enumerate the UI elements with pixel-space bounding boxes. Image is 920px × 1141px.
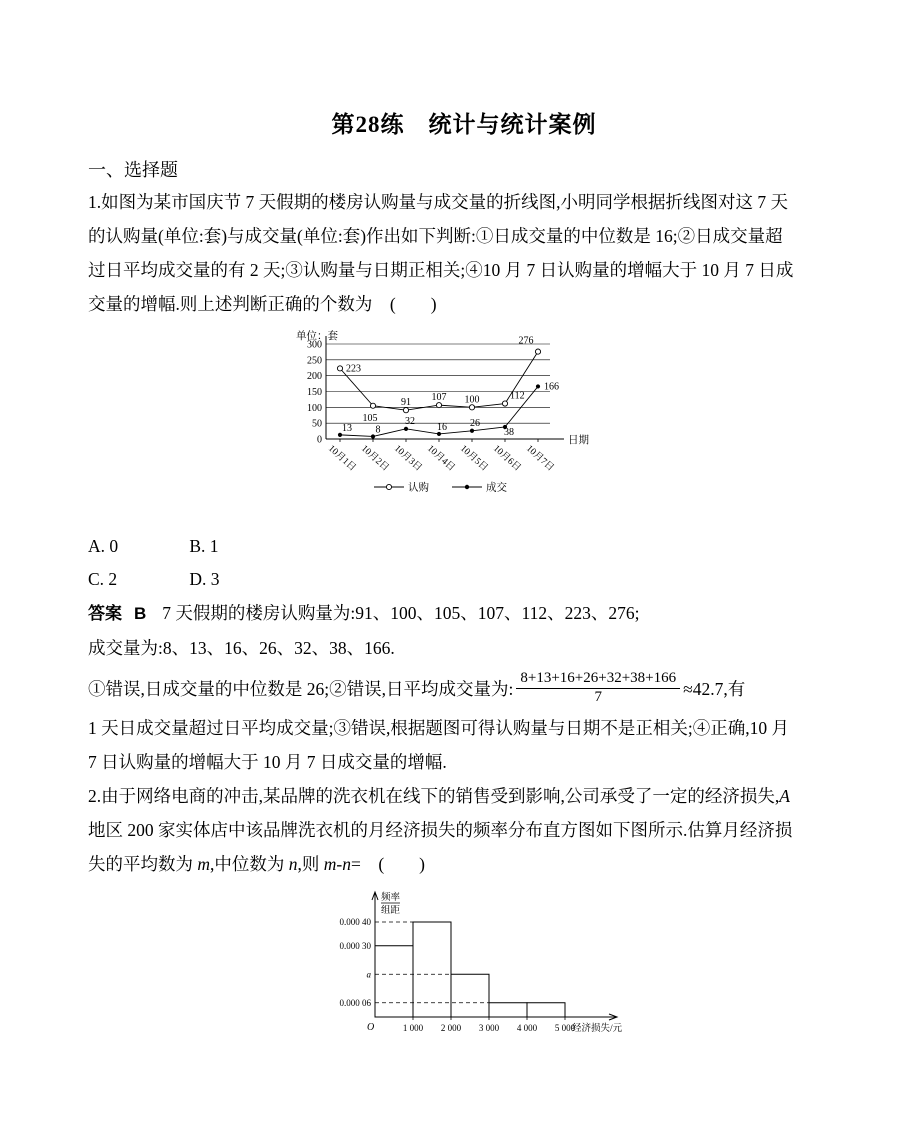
question-1-text <box>88 185 840 321</box>
svg-text:10月7日: 10月7日 <box>523 443 556 474</box>
svg-text:a: a <box>366 969 371 980</box>
svg-text:10月4日: 10月4日 <box>424 443 457 474</box>
svg-text:10月6日: 10月6日 <box>490 443 523 474</box>
svg-text:26: 26 <box>470 417 480 429</box>
section-heading: 一、选择题 <box>88 160 178 180</box>
fraction-denominator: 7 <box>594 689 602 705</box>
svg-text:3 000: 3 000 <box>478 1023 500 1033</box>
question-1-line: 过日平均成交量的有 2 天;③认购量与日期正相关;④10 月 7 日认购量的增幅大于 10 月 7 日成 <box>88 260 794 280</box>
svg-text:276: 276 <box>518 335 534 347</box>
svg-text:10月5日: 10月5日 <box>457 443 490 474</box>
svg-text:10月3日: 10月3日 <box>391 443 424 474</box>
svg-text:32: 32 <box>405 415 415 427</box>
svg-text:O: O <box>367 1022 375 1033</box>
svg-text:107: 107 <box>431 392 447 404</box>
option-c: C. 2 <box>88 569 118 589</box>
svg-text:认购: 认购 <box>408 482 429 494</box>
svg-text:频率: 频率 <box>381 893 401 903</box>
svg-text:300: 300 <box>307 339 322 351</box>
page-title: 第28练 统计与统计案例 <box>331 112 597 137</box>
svg-text:组距: 组距 <box>381 906 401 916</box>
option-b: B. 1 <box>189 536 219 556</box>
svg-text:10月1日: 10月1日 <box>325 443 358 474</box>
svg-text:250: 250 <box>307 355 322 367</box>
question-1-line: 交量的增幅.则上述判断正确的个数为 ( ) <box>88 294 437 314</box>
question-2-text <box>88 779 840 881</box>
svg-text:2 000: 2 000 <box>440 1023 462 1033</box>
answer-text: ≈42.7,有 <box>683 678 746 699</box>
answer-line-with-fraction <box>88 665 840 711</box>
svg-text:0.000 30: 0.000 30 <box>339 940 371 951</box>
line-chart <box>278 327 608 501</box>
answer-line: 7 日认购量的增幅大于 10 月 7 日成交量的增幅. <box>88 752 447 772</box>
svg-text:0: 0 <box>317 434 322 446</box>
question-2-line: 2.由于网络电商的冲击,某品牌的洗衣机在线下的销售受到影响,公司承受了一定的经济损失,A <box>88 786 790 806</box>
answer-line: 1 天日成交量超过日平均成交量;③错误,根据题图可得认购量与日期不是正相关;④正确,10 月 <box>88 718 789 738</box>
line-chart-figure <box>278 327 840 506</box>
q1-options-row <box>88 563 840 596</box>
svg-text:38: 38 <box>504 426 514 438</box>
q1-answer-block <box>88 596 840 779</box>
svg-text:16: 16 <box>437 421 447 433</box>
question-2-line: 地区 200 家实体店中该品牌洗衣机的月经济损失的频率分布直方图如下图所示.估算月经济损 <box>88 820 793 840</box>
svg-text:50: 50 <box>312 418 322 430</box>
q1-options-row <box>88 530 840 563</box>
svg-text:13: 13 <box>342 422 352 434</box>
option-a: A. 0 <box>88 536 119 556</box>
svg-text:成交: 成交 <box>486 482 507 494</box>
answer-choice: B <box>134 604 147 623</box>
svg-text:100: 100 <box>464 394 480 406</box>
svg-text:4 000: 4 000 <box>516 1023 538 1033</box>
option-d: D. 3 <box>189 569 220 589</box>
svg-text:105: 105 <box>362 412 378 424</box>
answer-line <box>88 596 840 631</box>
question-1-line: 的认购量(单位:套)与成交量(单位:套)作出如下判断:①日成交量的中位数是 16;②日成交量超 <box>88 226 783 246</box>
svg-text:200: 200 <box>307 371 322 383</box>
answer-label: 答案 <box>88 604 122 623</box>
question-1-line: 1.如图为某市国庆节 7 天假期的楼房认购量与成交量的折线图,小明同学根据折线图对这 7 天 <box>88 192 788 212</box>
svg-text:0.000 40: 0.000 40 <box>339 917 371 927</box>
frequency-histogram <box>333 885 633 1037</box>
svg-text:1 000: 1 000 <box>402 1023 424 1033</box>
svg-text:223: 223 <box>346 363 361 375</box>
answer-text: ①错误,日成交量的中位数是 26;②错误,日平均成交量为: <box>88 678 514 699</box>
answer-text: 7 天假期的楼房认购量为:91、100、105、107、112、223、276; <box>162 603 640 623</box>
svg-text:经济损失/元: 经济损失/元 <box>572 1024 623 1034</box>
svg-text:日期: 日期 <box>568 435 589 446</box>
svg-text:100: 100 <box>307 402 322 414</box>
svg-text:166: 166 <box>544 381 559 393</box>
answer-line: 成交量为:8、13、16、26、32、38、166. <box>88 638 395 658</box>
svg-text:单位：套: 单位：套 <box>296 331 338 342</box>
svg-text:150: 150 <box>307 387 322 398</box>
histogram-figure <box>333 885 840 1042</box>
svg-text:0.000 06: 0.000 06 <box>339 997 371 1008</box>
q1-options <box>88 530 840 596</box>
svg-text:8: 8 <box>375 424 381 436</box>
fraction-numerator: 8+13+16+26+32+38+166 <box>516 670 680 689</box>
question-2-line: 失的平均数为 m,中位数为 n,则 m-n= ( ) <box>88 854 426 874</box>
svg-text:112: 112 <box>510 390 525 402</box>
svg-text:10月2日: 10月2日 <box>358 443 391 474</box>
svg-text:5 000: 5 000 <box>554 1023 576 1033</box>
average-fraction <box>516 670 680 707</box>
svg-text:91: 91 <box>401 397 411 409</box>
